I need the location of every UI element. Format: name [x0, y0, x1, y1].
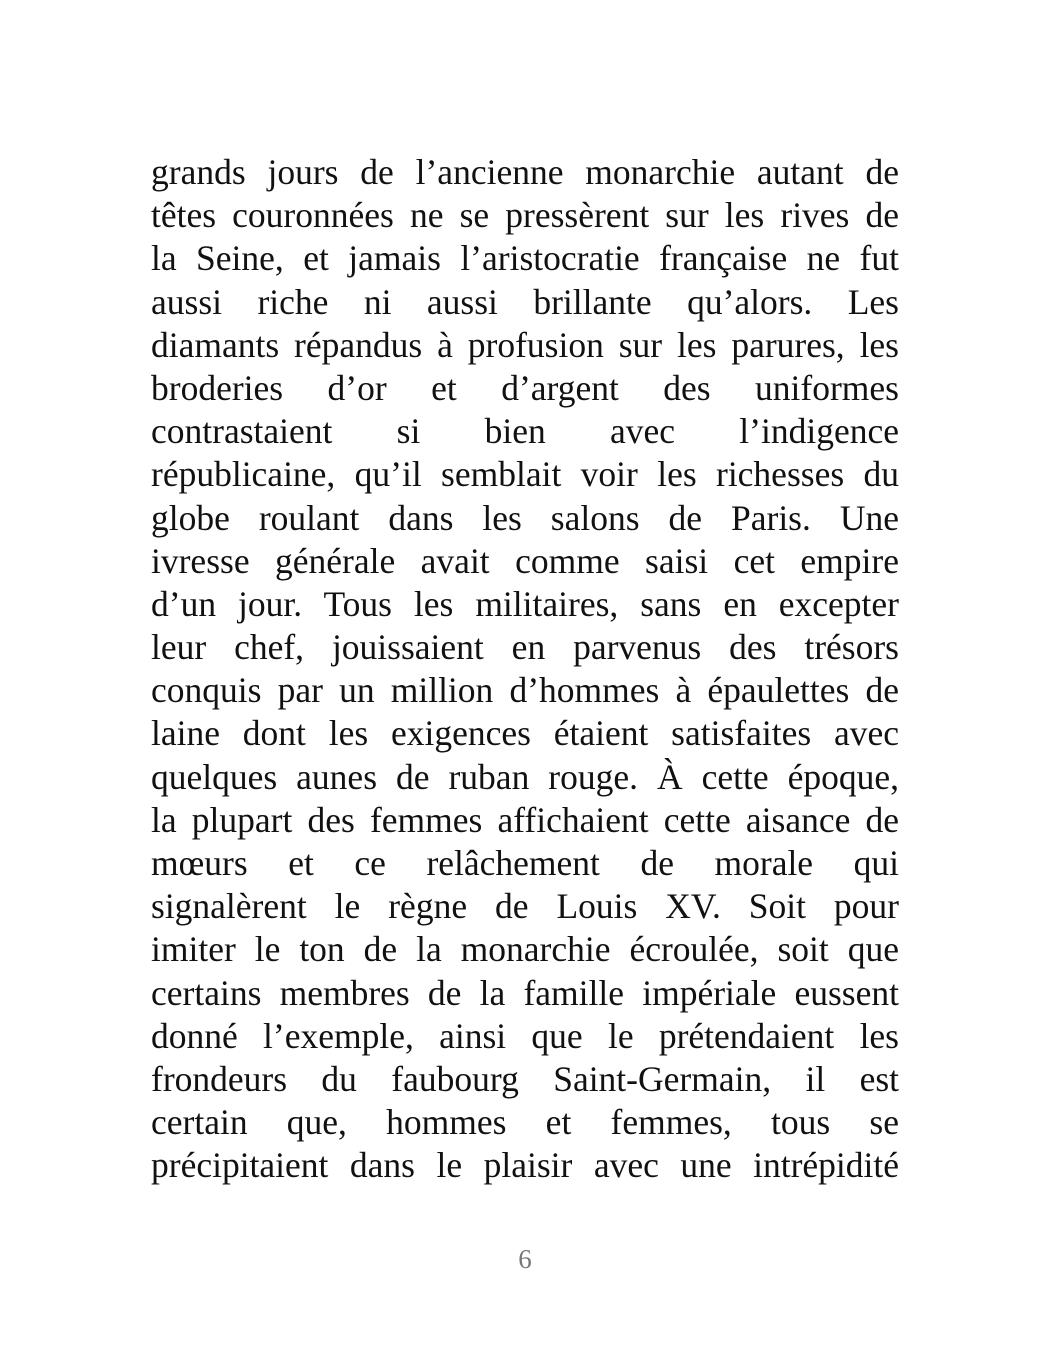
text-line: frondeurs du faubourg Saint-Germain, il est: [151, 1058, 899, 1099]
text-line: donné l’exemple, ainsi que le prétendaient les: [151, 1015, 899, 1056]
text-line: aussi riche ni aussi brillante qu’alors. Les: [151, 281, 899, 322]
text-line: têtes couronnées ne se pressèrent sur les rives de: [151, 195, 899, 236]
text-line: la plupart des femmes affichaient cette aisance de: [151, 799, 899, 840]
text-line: quelques aunes de ruban rouge. À cette époque,: [151, 756, 899, 797]
page-number: 6: [518, 1244, 532, 1274]
text-line: imiter le ton de la monarchie écroulée, soit que: [151, 929, 899, 970]
text-line: certains membres de la famille impériale eussent: [151, 972, 899, 1013]
text-line: diamants répandus à profusion sur les parures, les: [151, 324, 899, 365]
text-line: broderies d’or et d’argent des uniformes: [151, 367, 899, 408]
text-line: d’un jour. Tous les militaires, sans en excepter: [151, 583, 899, 624]
text-line: signalèrent le règne de Louis XV. Soit pour: [151, 886, 899, 927]
text-line: leur chef, jouissaient en parvenus des trésors: [151, 627, 899, 668]
text-line: grands jours de l’ancienne monarchie autant de: [151, 152, 899, 192]
text-line: contrastaient si bien avec l’indigence: [151, 411, 899, 452]
text-line: précipitaient dans le plaisir avec une intrépidité: [151, 1145, 899, 1186]
text-line: ivresse générale avait comme saisi cet empire: [151, 540, 899, 581]
text-line: mœurs et ce relâchement de morale qui: [151, 843, 899, 883]
text-line: laine dont les exigences étaient satisfaites avec: [151, 713, 899, 754]
text-line: conquis par un million d’hommes à épaulettes de: [151, 670, 899, 711]
text-line: la Seine, et jamais l’aristocratie française ne fut: [151, 238, 899, 279]
text-line: républicaine, qu’il semblait voir les richesses du: [151, 454, 899, 495]
text-line: certain que, hommes et femmes, tous se: [151, 1102, 899, 1143]
body-text: [151, 151, 899, 1188]
text-line: globe roulant dans les salons de Paris. Une: [151, 497, 899, 538]
